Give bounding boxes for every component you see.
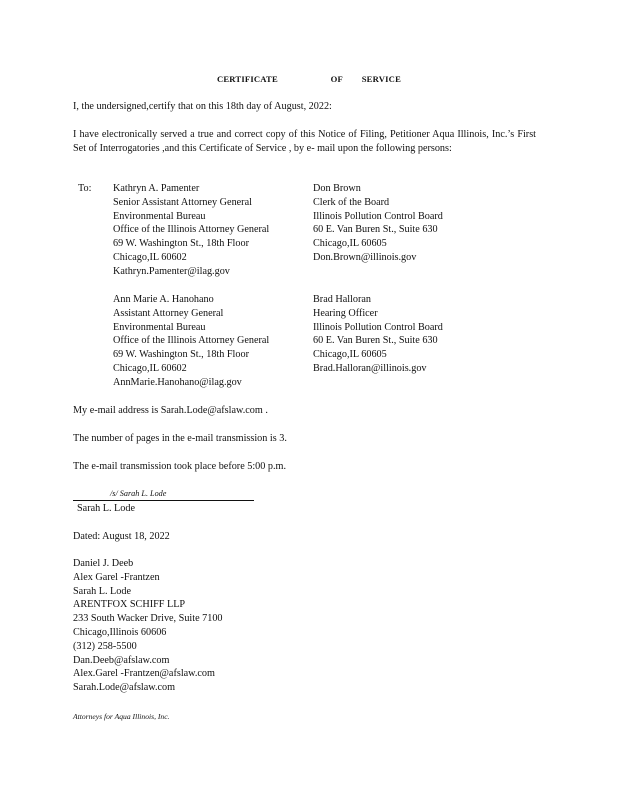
recipient-line: Clerk of the Board (313, 196, 390, 208)
recipient-line: Office of the Illinois Attorney General (113, 335, 270, 347)
transmission-time-line: The e-mail transmission took place before 5:00 p.m. (73, 461, 287, 472)
counsel-line: Sarah L. Lode (73, 585, 131, 597)
intro-text: I, the undersigned,certify that on this 18th day of August, 2022: (73, 101, 332, 112)
counsel-line: Daniel J. Deeb (73, 558, 134, 569)
recipient-line: Chicago,IL 60602 (113, 362, 187, 374)
title-word-service: SERVICE (361, 74, 402, 84)
recipient-line: Assistant Attorney General (113, 307, 224, 319)
recipient-email: Don.Brown@illinois.gov (313, 251, 417, 263)
recipient-line: Hearing Officer (313, 307, 378, 319)
recipient-email: Kathryn.Pamenter@ilag.gov (113, 265, 230, 277)
recipient-line: Senior Assistant Attorney General (113, 196, 252, 208)
recipient-line: 60 E. Van Buren St., Suite 630 (313, 224, 438, 236)
counsel-email: Dan.Deeb@afslaw.com (73, 654, 170, 666)
title-word-certificate: CERTIFICATE (216, 74, 278, 84)
counsel-email: Sarah.Lode@afslaw.com (73, 682, 176, 694)
recipient-line: Ann Marie A. Hanohano (113, 294, 214, 305)
recipient-line: Environmental Bureau (113, 321, 206, 333)
recipient-block (113, 293, 269, 390)
recipient-line: Kathryn A. Pamenter (113, 183, 200, 194)
recipient-line: Chicago,IL 60602 (113, 251, 187, 263)
recipient-line: 69 W. Washington St., 18th Floor (113, 349, 249, 361)
recipient-line: Illinois Pollution Control Board (313, 210, 443, 222)
service-statement: I have electronically served a true and correct copy of this Notice of Filing, Petitioner Aqua Illinois, Inc.’s First Set of Interrogatories ,and this Certificate of Service , by e- mail upon the following persons: (73, 129, 536, 154)
title-word-of: OF (330, 74, 343, 84)
recipient-email: Brad.Halloran@illinois.gov (313, 362, 427, 374)
signer-name: Sarah L. Lode (77, 503, 135, 514)
recipient-line: 60 E. Van Buren St., Suite 630 (313, 335, 438, 347)
recipient-block (113, 182, 269, 279)
counsel-line: Alex Garel -Frantzen (73, 571, 160, 583)
recipient-line: Environmental Bureau (113, 210, 206, 222)
signature-line (73, 500, 254, 501)
recipient-line: Office of the Illinois Attorney General (113, 224, 270, 236)
counsel-block (73, 557, 223, 695)
recipient-block (313, 293, 443, 376)
recipient-line: 69 W. Washington St., 18th Floor (113, 238, 249, 250)
recipient-line: Chicago,IL 60605 (313, 349, 387, 361)
counsel-line: 233 South Wacker Drive, Suite 7100 (73, 613, 223, 625)
electronic-signature: /s/ Sarah L. Lode (110, 489, 167, 498)
page-count-line: The number of pages in the e-mail transmission is 3. (73, 433, 287, 444)
document-title (0, 74, 618, 84)
counsel-line: Chicago,Illinois 60606 (73, 626, 167, 638)
email-address-line: My e-mail address is Sarah.Lode@afslaw.com . (73, 405, 268, 416)
recipient-line: Illinois Pollution Control Board (313, 321, 443, 333)
recipient-block (313, 182, 443, 265)
counsel-email: Alex.Garel -Frantzen@afslaw.com (73, 668, 215, 680)
recipient-line: Don Brown (313, 183, 361, 194)
recipient-line: Brad Halloran (313, 294, 371, 305)
recipient-line: Chicago,IL 60605 (313, 238, 387, 250)
dated-line: Dated: August 18, 2022 (73, 531, 170, 542)
recipient-email: AnnMarie.Hanohano@ilag.gov (113, 376, 242, 388)
attorneys-for-line: Attorneys for Aqua Illinois, Inc. (73, 712, 170, 721)
firm-name: ARENTFOX SCHIFF LLP (73, 599, 186, 611)
counsel-phone: (312) 258-5500 (73, 640, 137, 652)
to-label: To: (78, 183, 92, 194)
